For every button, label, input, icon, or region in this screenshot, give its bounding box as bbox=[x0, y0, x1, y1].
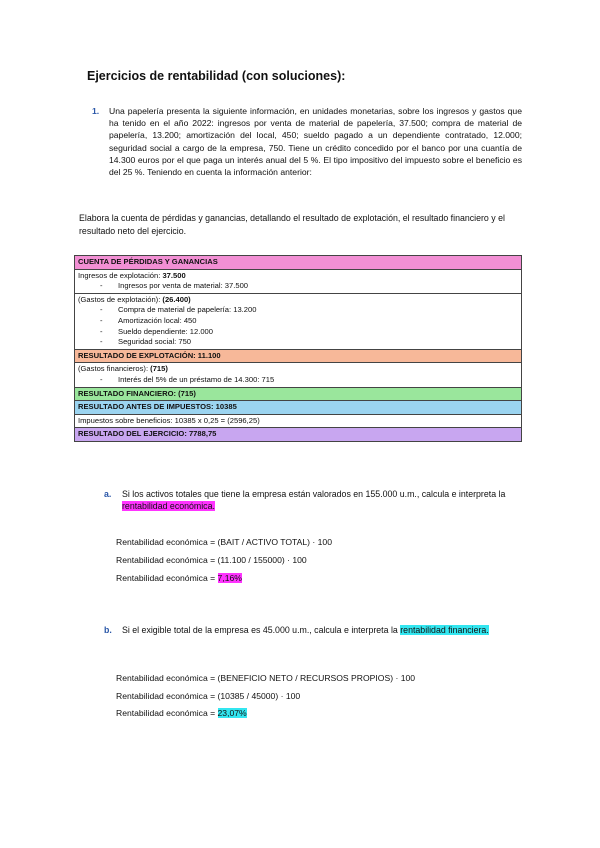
formula-a-2: Rentabilidad económica = (11.100 / 155000) · 100 bbox=[116, 555, 307, 565]
highlight-rentabilidad-economica: rentabilidad económica. bbox=[122, 501, 215, 511]
gastos-value: (26.400) bbox=[162, 294, 191, 304]
page-title: Ejercicios de rentabilidad (con soluciones): bbox=[87, 69, 346, 83]
resultado-antes-impuestos: RESULTADO ANTES DE IMPUESTOS: 10385 bbox=[75, 401, 522, 415]
exercise-text: Una papelería presenta la siguiente información, en unidades monetarias, sobre los ingresos y gastos que ha tenido en el año 2022: ingresos por venta de material de papelería, 37.500; compra de material de papelería, 13.200; amortización del local, 450; sueldo pagado a un dependiente contratado, 12.000; seguridad social a cargo de la empresa, 750. Tiene un crédito concedido por el banco por una cuantía de 14.300 euros por el que paga un interés anual del 5 %. El tipo impositivo del impuesto sobre el beneficio es del 25 %. Teniendo en cuenta la información anterior: bbox=[109, 106, 522, 178]
question-b-letter: b. bbox=[104, 625, 112, 635]
ingresos-cell bbox=[75, 269, 522, 293]
result-b: Rentabilidad económica = 23,07% bbox=[116, 708, 247, 718]
formula-b-1: Rentabilidad económica = (BENEFICIO NETO / RECURSOS PROPIOS) · 100 bbox=[116, 673, 416, 683]
formula-a-1: Rentabilidad económica = (BAIT / ACTIVO TOTAL) · 100 bbox=[116, 537, 332, 547]
exercise-statement bbox=[92, 105, 522, 178]
resultado-financiero: RESULTADO FINANCIERO: (715) bbox=[75, 387, 522, 401]
result-a: Rentabilidad económica = 7,16% bbox=[116, 573, 242, 583]
question-a-text: Si los activos totales que tiene la empresa están valorados en 155.000 u.m., calcula e interpreta la rentabilidad económica. bbox=[122, 489, 506, 511]
impuestos-row: Impuestos sobre beneficios: 10385 x 0,25 = (2596,25) bbox=[75, 414, 522, 428]
gastos-label: (Gastos de explotación): bbox=[78, 294, 163, 304]
gastos-financieros-cell bbox=[75, 363, 522, 387]
formula-b-2: Rentabilidad económica = (10385 / 45000) · 100 bbox=[116, 691, 301, 701]
question-b-text: Si el exigible total de la empresa es 45.000 u.m., calcula e interpreta la rentabilidad financiera. bbox=[122, 625, 489, 635]
ingresos-label: Ingresos de explotación: bbox=[78, 270, 163, 280]
question-a bbox=[104, 488, 524, 512]
gastos-financieros-value: (715) bbox=[150, 364, 168, 374]
gastos-item: - Sueldo dependiente: 12.000 bbox=[100, 327, 518, 338]
instruction-text: Elabora la cuenta de pérdidas y ganancias, detallando el resultado de explotación, el resultado financiero y el resultado neto del ejercicio. bbox=[79, 213, 505, 236]
gastos-financieros-label: (Gastos financieros): bbox=[78, 364, 151, 374]
question-a-letter: a. bbox=[104, 489, 112, 499]
highlight-rentabilidad-financiera: rentabilidad financiera. bbox=[400, 625, 489, 635]
resultado-explotacion: RESULTADO DE EXPLOTACIÓN: 11.100 bbox=[75, 349, 522, 363]
question-b bbox=[104, 624, 524, 636]
result-a-value: 7,16% bbox=[217, 573, 242, 583]
resultado-ejercicio: RESULTADO DEL EJERCICIO: 7788,75 bbox=[75, 428, 522, 442]
ingresos-value: 37.500 bbox=[162, 270, 186, 280]
gastos-cell bbox=[75, 293, 522, 349]
profit-loss-table bbox=[74, 255, 522, 442]
table-header: CUENTA DE PÉRDIDAS Y GANANCIAS bbox=[75, 256, 522, 270]
ingresos-item: - Ingresos por venta de material: 37.500 bbox=[100, 281, 518, 292]
gastos-item: - Seguridad social: 750 bbox=[100, 337, 518, 348]
result-b-value: 23,07% bbox=[217, 708, 247, 718]
gastos-item: - Amortización local: 450 bbox=[100, 316, 518, 327]
gastos-item: - Compra de material de papelería: 13.200 bbox=[100, 305, 518, 316]
gastos-financieros-item: - Interés del 5% de un préstamo de 14.300: 715 bbox=[100, 375, 518, 386]
exercise-number: 1. bbox=[92, 106, 100, 116]
